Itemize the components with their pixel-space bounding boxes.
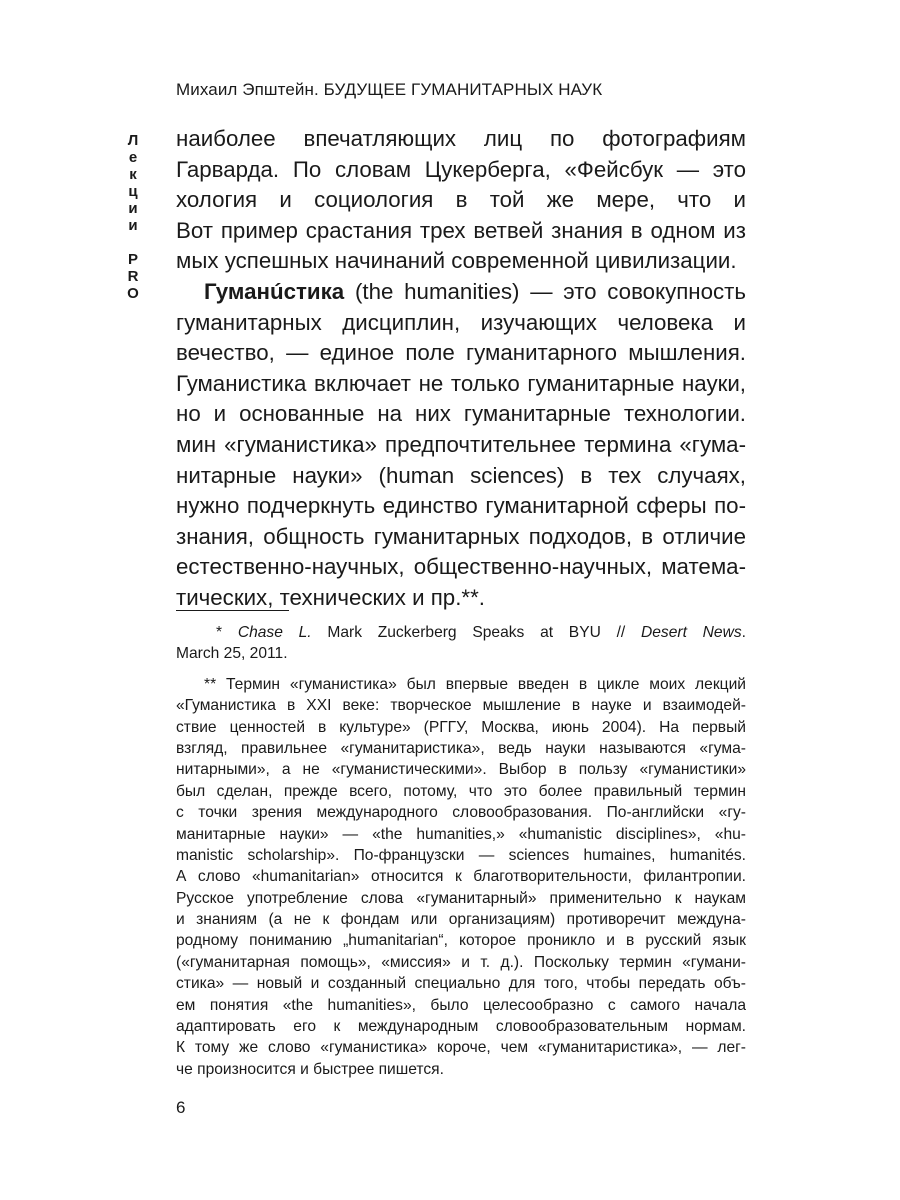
footnote-line: March 25, 2011. xyxy=(176,645,288,663)
footnote-line: и знаниям (а не к фондам или организациям) противоречит междуна- xyxy=(176,911,746,929)
footnotes xyxy=(176,622,746,1089)
text-line: Гуманистика включает не только гуманитарные науки, xyxy=(176,370,746,396)
footnote-line: адаптировать его к международным словообразовательным нормам. xyxy=(176,1018,746,1036)
text-line: знания, общность гуманитарных подходов, в отличие xyxy=(176,523,746,549)
series-letter: O xyxy=(127,285,139,302)
footnote-line: А слово «humanitarian» относится к благотворительности, филантропии. xyxy=(176,868,746,886)
footnote-marker: * xyxy=(216,624,238,641)
series-letter: к xyxy=(129,166,137,183)
footnote-title: Mark Zuckerberg Speaks at BYU // xyxy=(311,624,641,641)
text-line: мых успешных начинаний современной цивилизации. xyxy=(176,248,737,274)
text-line: гуманитарных дисциплин, изучающих человека и xyxy=(176,309,746,335)
series-letter: и xyxy=(128,200,138,217)
footnote-line xyxy=(176,622,746,643)
text-line: Гарварда. По словам Цукерберга, «Фейсбук — это xyxy=(176,156,746,182)
footnote-line: manistic scholarship». По-французски — sciences humaines, humanités. xyxy=(176,846,746,864)
main-text xyxy=(176,124,746,614)
series-letter: Л xyxy=(127,132,139,149)
footnote-line: «Гуманистика в XXI веке: творческое мышление в науке и взаимодей- xyxy=(176,697,746,715)
text-line: тических, технических и пр.**. xyxy=(176,584,485,610)
footnote-source: Desert News xyxy=(641,624,742,641)
series-mark xyxy=(122,132,144,302)
footnote-line: манитарные науки» — «the humanities,» «humanistic disciplines», «hu- xyxy=(176,825,746,843)
text-line: Вот пример срастания трех ветвей знания в одном из xyxy=(176,217,746,243)
footnote-line: Русское употребление слова «гуманитарный» применительно к наукам xyxy=(176,889,746,907)
footnote-divider xyxy=(176,610,289,611)
text-line: мин «гуманистика» предпочтительнее термина «гума- xyxy=(176,431,746,457)
footnote-author: Chase L. xyxy=(237,624,312,641)
series-gap xyxy=(122,234,144,251)
series-letter: ц xyxy=(128,183,138,200)
paragraph-start xyxy=(176,277,746,308)
footnote-line: был сделан, прежде всего, потому, что это более правильный термин xyxy=(176,782,746,800)
footnote-line: нитарными», а не «гуманистическими». Выбор в пользу «гуманистики» xyxy=(176,761,746,779)
running-head: Михаил Эпштейн. БУДУЩЕЕ ГУМАНИТАРНЫХ НАУК xyxy=(176,80,603,99)
text-line: естественно-научных, общественно-научных, матема- xyxy=(176,554,746,580)
series-letter: R xyxy=(127,268,139,285)
footnote-line: ем понятия «the humanities», было целесообразно с самого начала xyxy=(176,996,746,1014)
text-line: вечество, — единое поле гуманитарного мышления. xyxy=(176,340,746,366)
series-letter: е xyxy=(128,149,138,166)
series-letter: и xyxy=(128,217,138,234)
footnote-end: . xyxy=(741,624,746,641)
page-number: 6 xyxy=(176,1098,186,1117)
footnote-line: ** Термин «гуманистика» был впервые введен в цикле моих лекций xyxy=(204,675,746,693)
text-line: но и основанные на них гуманитарные технологии. xyxy=(176,401,746,427)
text-line: нужно подчеркнуть единство гуманитарной сферы по- xyxy=(176,493,746,519)
term-definition: (the humanities) — это совокупность xyxy=(344,278,746,304)
text-line: нитарные науки» (human sciences) в тех случаях, xyxy=(176,462,746,488)
footnote-line: родному пониманию „humanitarian“, которое проникло и в русский язык xyxy=(176,932,746,950)
text-line: наиболее впечатляющих лиц по фотографиям xyxy=(176,126,746,151)
footnote-2 xyxy=(176,674,746,1080)
footnote-1 xyxy=(176,622,746,665)
footnote-line: («гуманитарная помощь», «миссия» и т. д.). Поскольку термин «гумани- xyxy=(176,953,746,971)
series-letter: P xyxy=(127,251,138,268)
footnote-line: стика» — новый и созданный специально для того, чтобы передать объ- xyxy=(176,975,746,993)
footnote-line: К тому же слово «гуманистика» короче, чем «гуманитаристика», — лег- xyxy=(176,1039,746,1057)
footnote-line: че произносится и быстрее пишется. xyxy=(176,1060,444,1078)
footnote-line: с точки зрения международного словообразования. По-английски «гу- xyxy=(176,804,746,822)
term-heading: Гуманúстика xyxy=(204,278,345,304)
text-line: хология и социология в той же мере, что и xyxy=(176,187,746,213)
footnote-line: ствие ценностей в культуре» (РГГУ, Москва, июнь 2004). На первый xyxy=(176,718,746,736)
footnote-line: взгляд, правильнее «гуманитаристика», ведь науки называются «гума- xyxy=(176,739,746,757)
